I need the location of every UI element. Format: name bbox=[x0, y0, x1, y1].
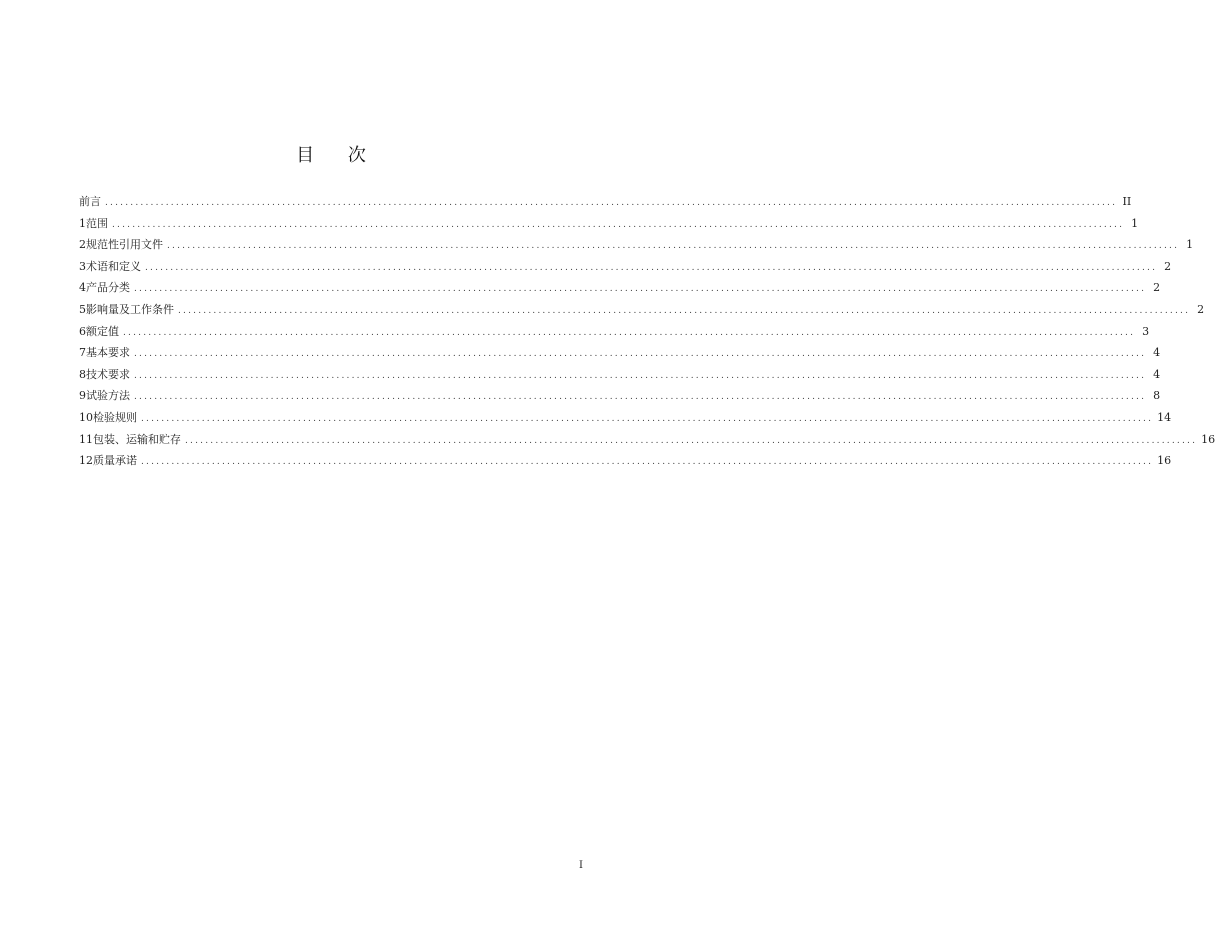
toc-entry[interactable] bbox=[79, 345, 1161, 367]
toc-entry-number: 12 bbox=[79, 454, 93, 468]
toc-entry-page: 1 bbox=[1186, 238, 1194, 252]
toc-entry-page: 4 bbox=[1153, 367, 1161, 381]
toc-entry-title: 前言 bbox=[79, 195, 101, 208]
toc-entry-number: 5 bbox=[79, 302, 86, 316]
toc-entry-title: 范围 bbox=[86, 216, 108, 230]
toc-entry-number: 8 bbox=[79, 367, 86, 381]
document-title: 目 次 bbox=[296, 145, 380, 166]
toc-entry[interactable] bbox=[79, 453, 1172, 475]
toc-entry-page: 16 bbox=[1157, 454, 1172, 468]
toc-leader-dots: ........................................................................................................................................................................................................ bbox=[134, 284, 1147, 295]
toc-leader-dots: ........................................................................................................................................................................................................ bbox=[141, 457, 1154, 468]
toc-entry[interactable] bbox=[79, 324, 1150, 346]
toc-entry-page: 3 bbox=[1142, 324, 1150, 338]
toc-entry-title: 额定值 bbox=[86, 324, 119, 338]
toc-entry-number: 4 bbox=[79, 281, 86, 295]
toc-entry-title: 试验方法 bbox=[86, 389, 130, 403]
toc-entry-title: 包装、运输和贮存 bbox=[93, 432, 181, 446]
toc-entry-number: 11 bbox=[79, 432, 93, 446]
toc-entry[interactable] bbox=[79, 280, 1161, 302]
toc-leader-dots: ........................................................................................................................................................................................................ bbox=[185, 435, 1198, 446]
toc-entry-number: 2 bbox=[79, 238, 86, 252]
toc-entry-title: 产品分类 bbox=[86, 281, 130, 295]
toc-entry-title: 检验规则 bbox=[93, 410, 137, 424]
toc-entry-number: 1 bbox=[79, 216, 86, 230]
toc-leader-dots: ........................................................................................................................................................................................................ bbox=[167, 241, 1180, 252]
toc-entry-page: 4 bbox=[1153, 346, 1161, 360]
toc-leader-dots: ........................................................................................................................................................................................................ bbox=[105, 198, 1118, 208]
toc-entry[interactable] bbox=[79, 432, 1215, 454]
toc-entry-page: 16 bbox=[1201, 432, 1215, 446]
toc-entry[interactable] bbox=[79, 237, 1194, 259]
toc-entry-number: 6 bbox=[79, 324, 86, 338]
toc-entry-page: 14 bbox=[1157, 410, 1172, 424]
toc-entry-page: II bbox=[1122, 195, 1132, 208]
toc-leader-dots: ........................................................................................................................................................................................................ bbox=[141, 413, 1154, 424]
toc-entry-page: 2 bbox=[1197, 302, 1205, 316]
table-of-contents bbox=[79, 194, 1215, 475]
toc-entry[interactable] bbox=[79, 410, 1172, 432]
toc-leader-dots: ........................................................................................................................................................................................................ bbox=[178, 305, 1191, 316]
toc-entry[interactable] bbox=[79, 216, 1139, 238]
toc-leader-dots: ........................................................................................................................................................................................................ bbox=[112, 219, 1125, 230]
toc-leader-dots: ........................................................................................................................................................................................................ bbox=[145, 262, 1158, 273]
toc-entry[interactable] bbox=[79, 194, 1132, 216]
toc-entry-title: 技术要求 bbox=[86, 367, 130, 381]
toc-entry-page: 2 bbox=[1164, 259, 1172, 273]
toc-leader-dots: ........................................................................................................................................................................................................ bbox=[134, 370, 1147, 381]
page-number: I bbox=[579, 860, 583, 871]
toc-entry-page: 2 bbox=[1153, 281, 1161, 295]
toc-entry[interactable] bbox=[79, 302, 1205, 324]
toc-entry-number: 9 bbox=[79, 389, 86, 403]
toc-entry-page: 8 bbox=[1153, 389, 1161, 403]
toc-leader-dots: ........................................................................................................................................................................................................ bbox=[134, 349, 1147, 360]
toc-leader-dots: ........................................................................................................................................................................................................ bbox=[134, 392, 1147, 403]
toc-entry[interactable] bbox=[79, 388, 1161, 410]
toc-entry-title: 影响量及工作条件 bbox=[86, 302, 174, 316]
toc-entry-title: 术语和定义 bbox=[86, 259, 141, 273]
toc-entry[interactable] bbox=[79, 367, 1161, 389]
toc-entry-title: 基本要求 bbox=[86, 346, 130, 360]
toc-entry-title: 规范性引用文件 bbox=[86, 238, 163, 252]
toc-entry[interactable] bbox=[79, 259, 1172, 281]
toc-leader-dots: ........................................................................................................................................................................................................ bbox=[123, 327, 1136, 338]
toc-entry-page: 1 bbox=[1131, 216, 1139, 230]
toc-entry-title: 质量承诺 bbox=[93, 454, 137, 468]
toc-entry-number: 10 bbox=[79, 410, 93, 424]
toc-entry-number: 3 bbox=[79, 259, 86, 273]
toc-entry-number: 7 bbox=[79, 346, 86, 360]
